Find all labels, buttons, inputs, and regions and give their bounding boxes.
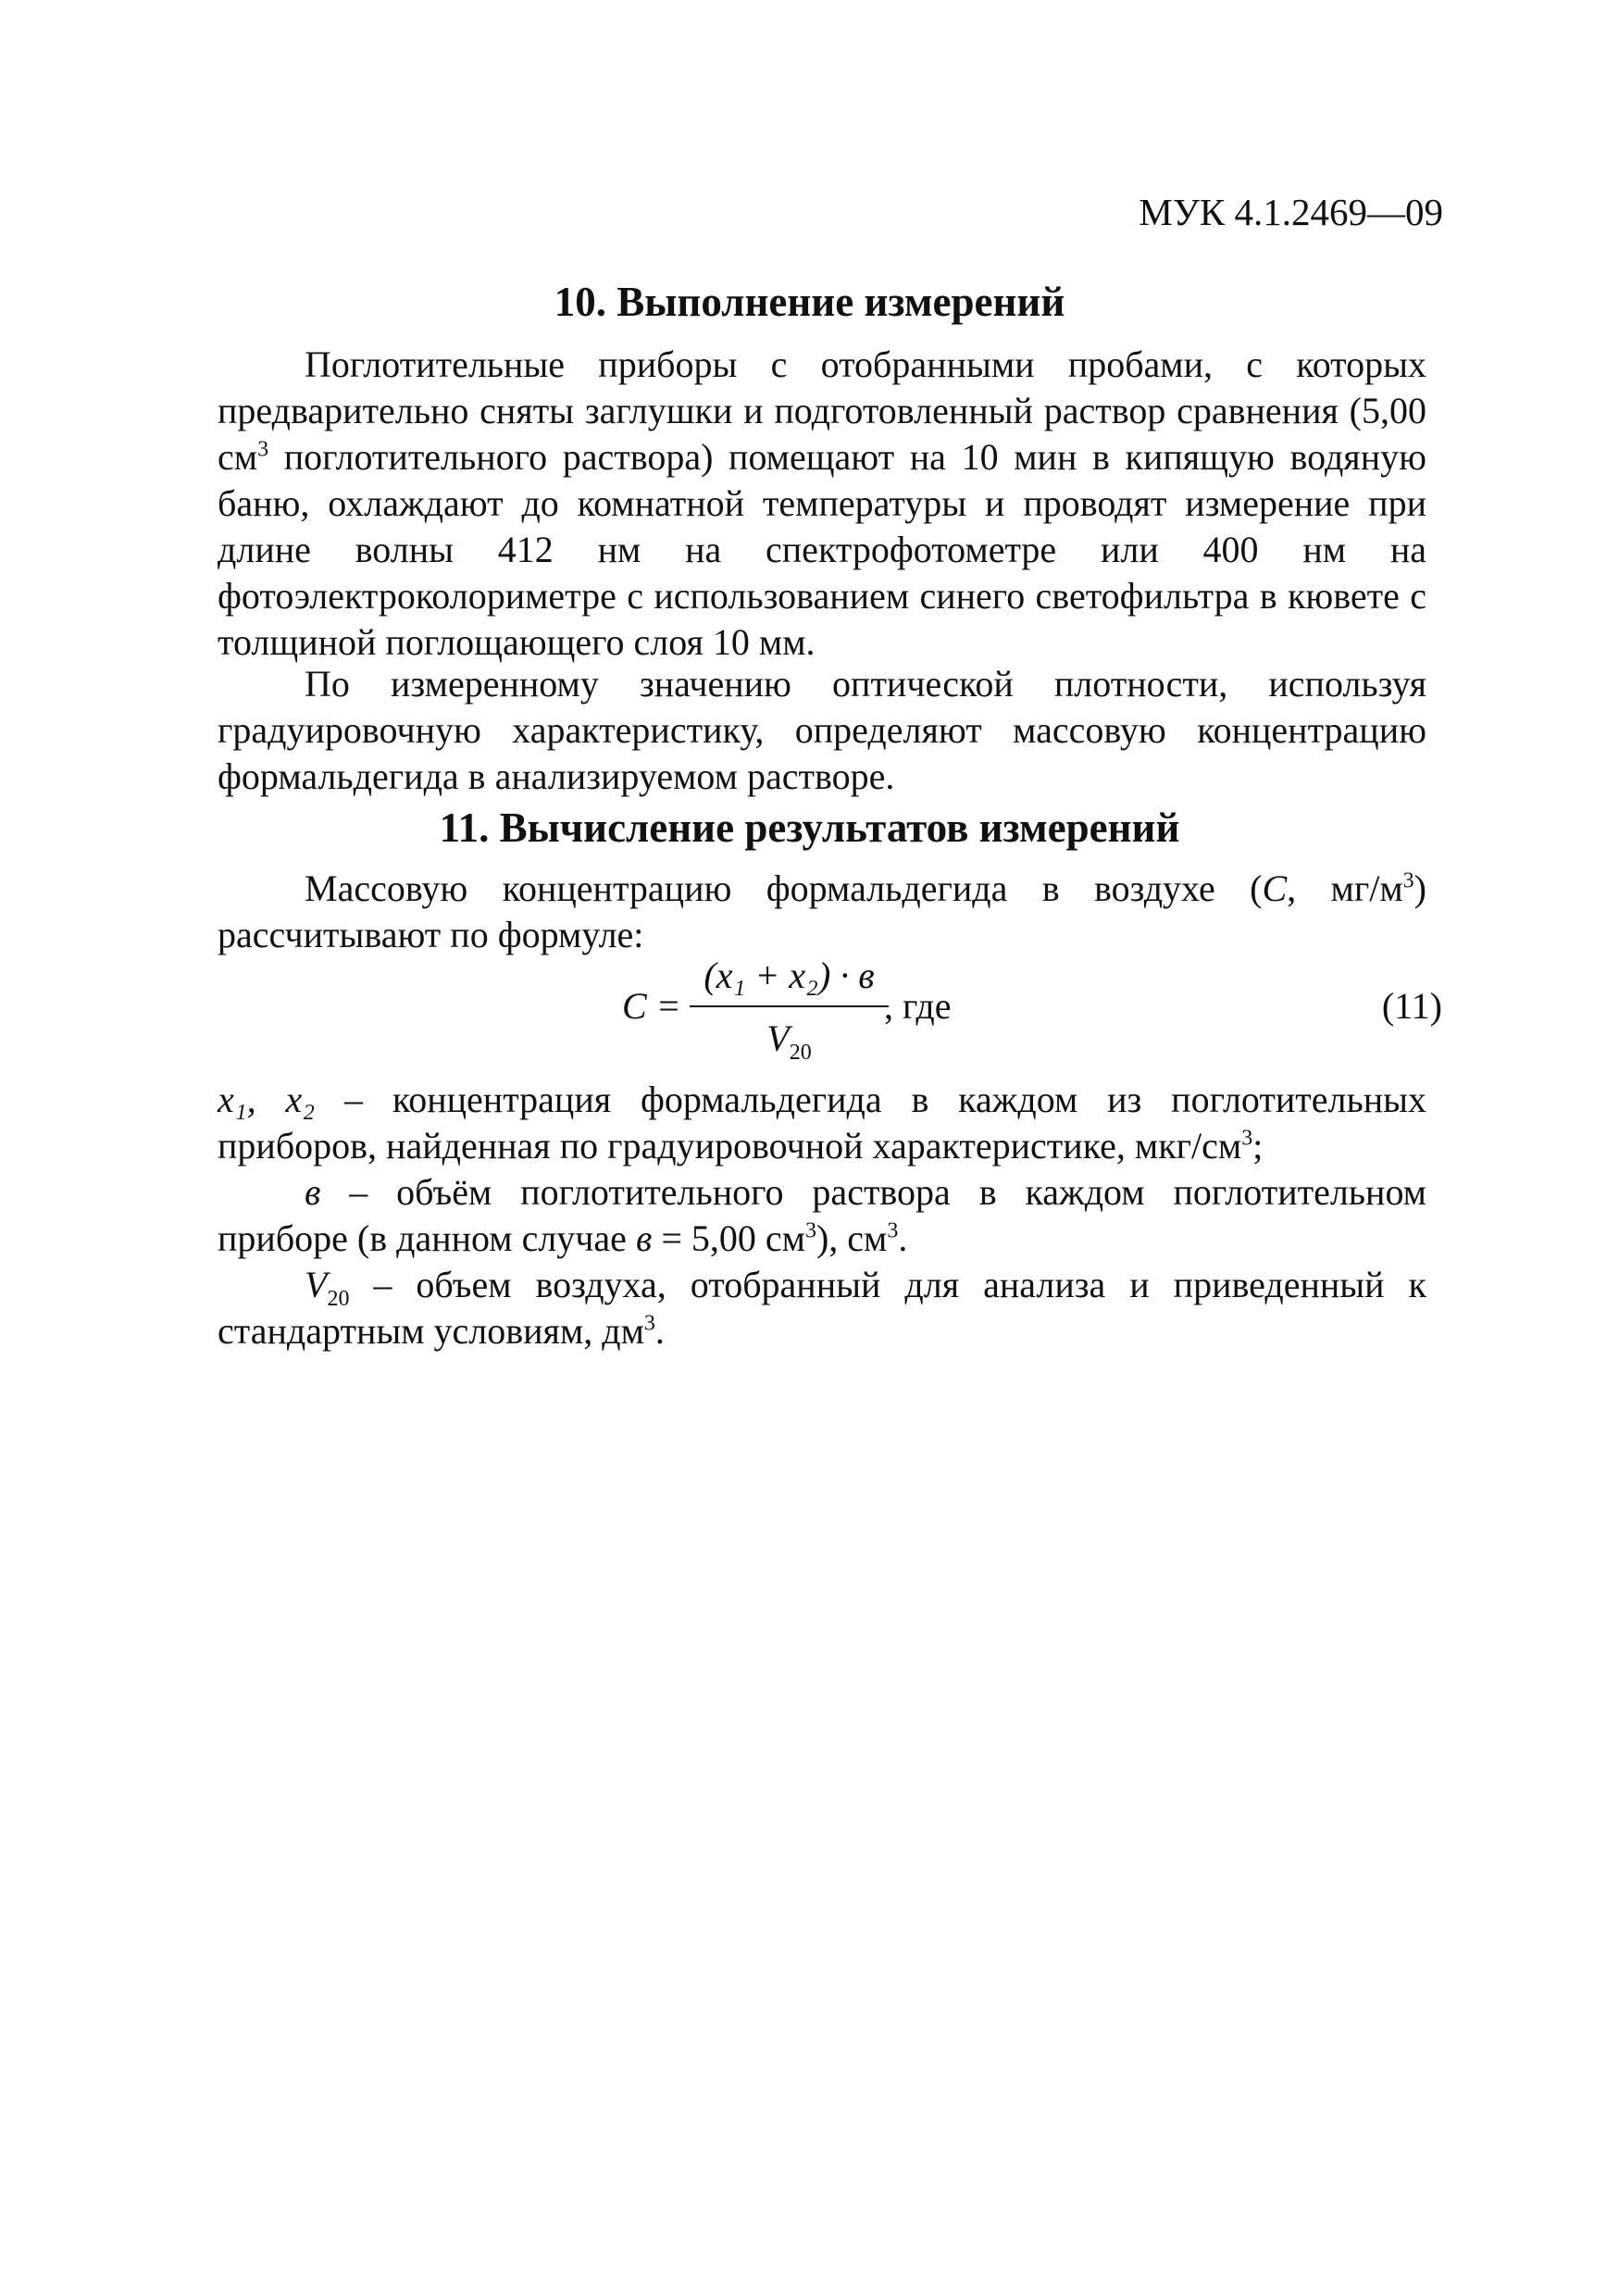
formula-11-fraction-bar [690,1005,889,1007]
formula-11-number: (11) [1381,985,1442,1027]
formula-11-numerator: (x₁ + x₂) · в [704,955,875,996]
section-10-paragraph-2: По измеренному значению оптической плотности, используя градуировочную характеристику, определяют массовую концентрацию формальдегида в анализируемом растворе. [218,663,1426,797]
section-10-heading: 10. Выполнение измерений [554,279,1065,325]
section-11-paragraph-1: Массовую концентрацию формальдегида в воздухе (C, $мг/м^3$) рассчитывают по формуле: [218,867,1426,955]
formula-11-suffix: , где [884,985,952,1027]
formula-11-lhs: C = [622,985,681,1027]
section-11-heading: 11. Вычисление результатов измерений [439,805,1180,851]
document-code: МУК 4.1.2469—09 [1139,191,1443,233]
definition-V20: $V_{20}$ – объем воздуха, отобранный для анализа и приведенный к стандартным условиям, $дм^3$. [218,1264,1426,1352]
section-10-paragraph-1: Поглотительные приборы с отобранными пробами, с которых предварительно сняты заглушки и подготовленный раствор сравнения (5,00 $см^3$ поглотительного раствора) помещают на 10 мин в кипящую водяную баню, охлаждают до комнатной температуры и проводят измерение при длине волны 412 нм на спектрофотометре или 400 нм на фотоэлектроколориметре с использованием синего светофильтра в кювете с толщиной поглощающего слоя 10 мм. [218,343,1426,663]
definition-v: в – объём поглотительного раствора в каждом поглотительном приборе (в данном случае в = 5,00 $см^3$), $см^3$. [218,1171,1426,1259]
definition-x: x₁, x₂ – концентрация формальдегида в каждом из поглотительных приборов, найденная по градуировочной характеристике, мкг/$см^3$; [218,1079,1426,1167]
formula-11-denominator: $V_{20}$ [766,1017,812,1065]
